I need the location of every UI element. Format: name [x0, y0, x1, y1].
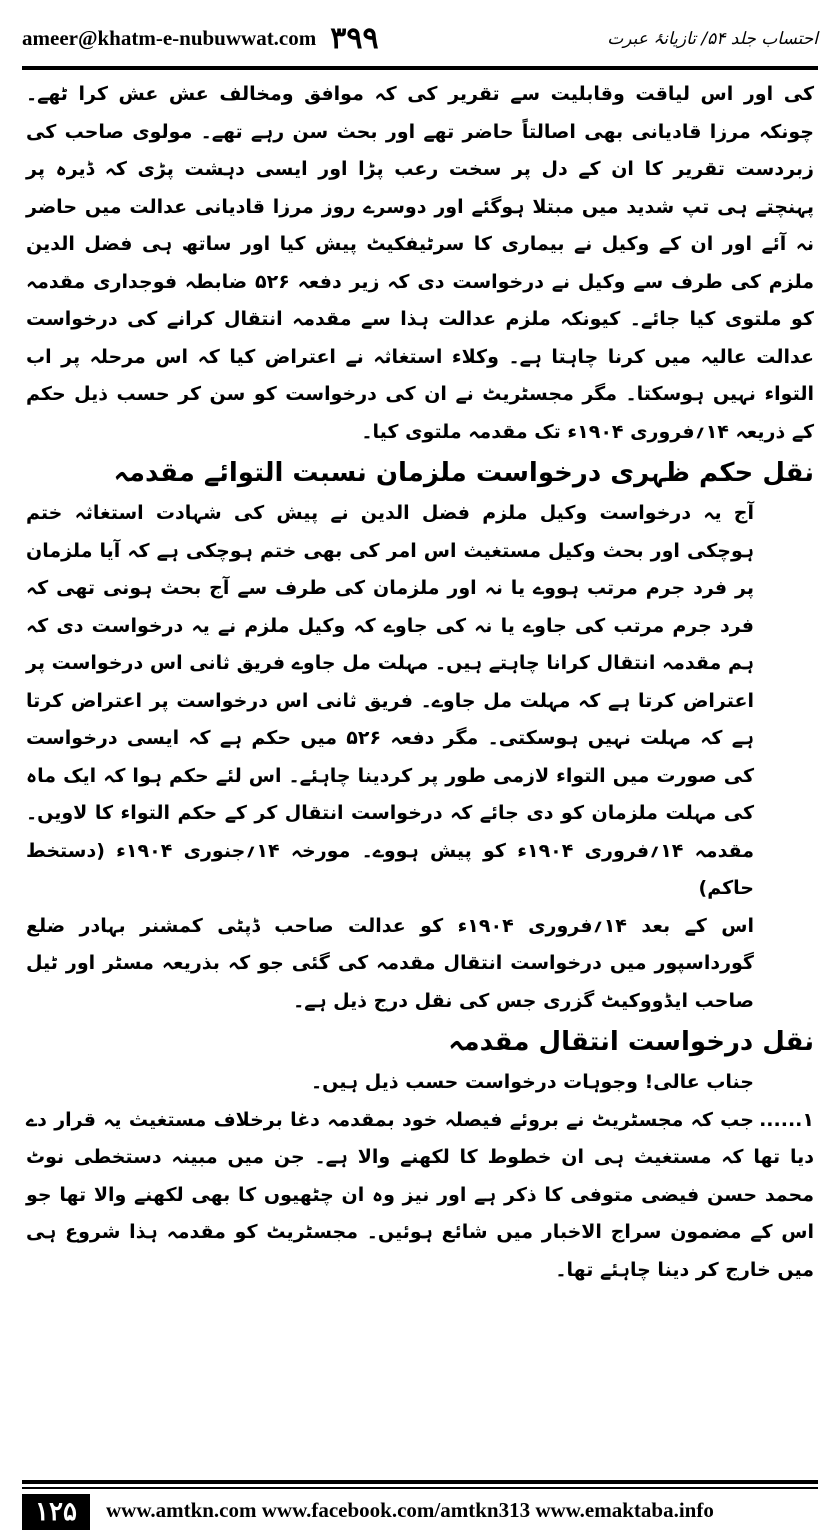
heading-zahri-order: نقل حکم ظہری درخواست ملزمان نسبت التوائے مقدمہ	[113, 458, 814, 488]
footer-rule-thick	[22, 1480, 818, 1484]
book-title: احتساب جلد ۵۴/ تازیانۂ عبرت	[607, 28, 818, 49]
page-header	[22, 14, 818, 62]
page-body	[26, 76, 814, 1289]
header-left	[22, 21, 379, 56]
page-footer	[22, 1480, 818, 1534]
header-email: ameer@khatm-e-nubuwwat.com	[22, 25, 317, 50]
paragraph-1: کی اور اس لیاقت وقابلیت سے تقریر کی کہ موافق ومخالف عش عش کرا ٹھے۔ چونکہ مرزا قادیانی بھی اصالتاً حاضر تھے اور بحث سن رہے تھے۔ مولوی صاحب کی زبردست تقریر کا ان کے دل پر سخت رعب پڑا اور ایسی دہشت پڑی کہ ڈیرہ پر پہنچتے ہی تپ شدید میں مبتلا ہوگئے اور دوسرے روز مرزا قادیانی عدالت میں حاضر نہ آئے اور ان کے وکیل نے بیماری کا سرٹیفکیٹ پیش کیا اور ساتھ ہی فضل الدین ملزم کی طرف سے وکیل نے درخواست دی کہ زیر دفعہ ۵۲۶ ضابطہ فوجداری مقدمہ کو ملتوی کیا جائے۔ کیونکہ ملزم عدالت ہذا سے مقدمہ انتقال کرانے کی درخواست عدالت عالیہ میں کرنا چاہتا ہے۔ وکلاء استغاثہ نے اعتراض کیا کہ اس مرحلہ پر اب التواء نہیں ہوسکتا۔ مگر مجسٹریٹ نے ان کی درخواست کو سن کر حسب ذیل حکم کے ذریعہ ۱۴؍فروری ۱۹۰۴ء تک مقدمہ ملتوی کیا۔	[26, 83, 815, 443]
header-rule	[22, 66, 818, 70]
list-number: ۱......	[759, 1108, 814, 1131]
paragraph-5-item	[26, 1102, 814, 1290]
paragraph-3: اس کے بعد ۱۴؍فروری ۱۹۰۴ء کو عدالت صاحب ڈپٹی کمشنر بہادر ضلع گورداسپور میں درخواست انتقال مقدمہ کی گئی جو کہ بذریعہ مسٹر اور ٹیل صاحب ایڈووکیٹ گزری جس کی نقل درج ذیل ہے۔	[26, 914, 755, 1012]
footer-rule-thin	[22, 1487, 818, 1489]
footer-links: www.amtkn.com www.facebook.com/amtkn313 www.emaktaba.info	[106, 1498, 714, 1522]
paragraph-4: جناب عالی! وجوہات درخواست حسب ذیل ہیں۔	[311, 1071, 754, 1093]
page-number: ۳۹۹	[330, 20, 379, 56]
folio-number: ۱۲۵	[22, 1494, 90, 1530]
heading-transfer-application: نقل درخواست انتقال مقدمہ	[448, 1027, 814, 1057]
paragraph-5: جب کہ مجسٹریٹ نے بروئے فیصلہ خود بمقدمہ دغا برخلاف مستغیث یہ قرار دے دیا تھا کہ مستغیث ہی ان خطوط کا لکھنے والا ہے۔ جن میں مبینہ دستخطی نوٹ محمد حسن فیضی متوفی کا ذکر ہے اور نیز وہ ان چٹھیوں کا بھی لکھنے والا تھا جو اس کے مضمون سراج الاخبار میں شائع ہوئیں۔ مجسٹریٹ کو مقدمہ ہذا شروع ہی میں خارج کر دینا چاہئے تھا۔	[26, 1108, 814, 1281]
paragraph-2: آج یہ درخواست وکیل ملزم فضل الدین نے پیش کی شہادت استغاثہ ختم ہوچکی اور بحث وکیل مستغیث اس امر کی بھی ختم ہوچکی ہے کہ آیا ملزمان پر فرد جرم مرتب ہووے یا نہ اور ملزمان کی طرف سے آج بحث ہونی تھی کہ فرد جرم مرتب کی جاوے یا نہ کی جاوے کہ وکیل ملزم نے یہ درخواست دی کہ ہم مقدمہ انتقال کرانا چاہتے ہیں۔ مہلت مل جاوے فریق ثانی اس درخواست پر اعتراض کرتا ہے کہ مہلت مل جاوے۔ فریق ثانی اس درخواست پر اعتراض کرتا ہے کہ مہلت نہیں ہوسکتی۔ مگر دفعہ ۵۲۶ میں حکم ہے کہ ایسی درخواست کی صورت میں التواء لازمی طور پر کردینا چاہئے۔ اس لئے حکم ہوا کہ ایک ماہ کی مہلت ملزمان کو دی جائے کہ درخواست انتقال کر کے حکم التواء کا لاویں۔ مقدمہ ۱۴؍فروری ۱۹۰۴ء کو پیش ہووے۔ مورخہ ۱۴؍جنوری ۱۹۰۴ء (دستخط حاکم)	[26, 502, 754, 899]
